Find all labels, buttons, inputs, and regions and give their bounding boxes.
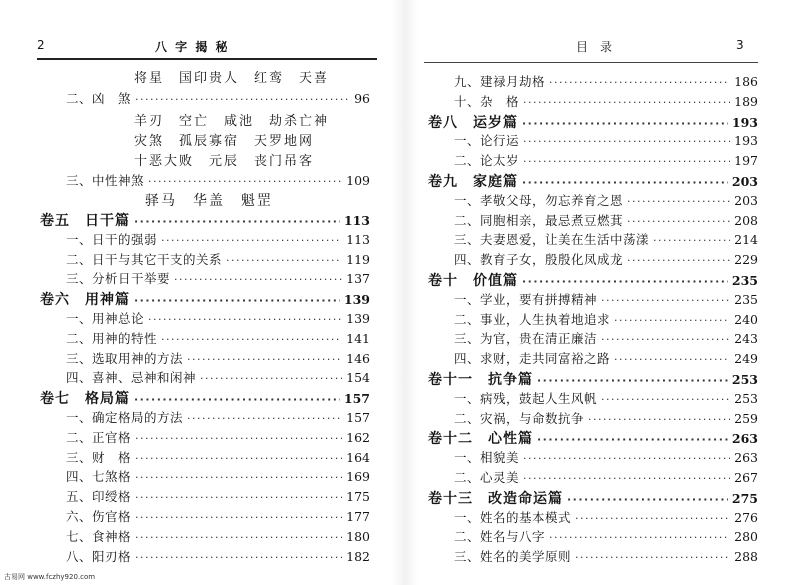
watermark-footer: 古易网 www.fczhy920.com [4, 573, 96, 581]
dot-leader [187, 353, 342, 366]
toc-chapter-page: 157 [343, 391, 370, 407]
dot-leader [161, 333, 342, 346]
toc-chapter-page: 253 [731, 372, 758, 387]
toc-item[interactable] [454, 230, 758, 248]
toc-chapter[interactable] [40, 388, 370, 408]
dot-leader [537, 374, 728, 387]
dot-leader [200, 372, 342, 385]
dot-leader [226, 254, 342, 267]
dot-leader [601, 333, 730, 346]
toc-item-page: 177 [346, 509, 370, 524]
toc-chapter[interactable] [40, 210, 370, 230]
toc-item[interactable] [454, 250, 758, 268]
toc-item-label: 一、用神总论 [66, 311, 145, 326]
toc-item[interactable] [66, 250, 370, 268]
toc-chapter-label: 卷七 格局篇 [40, 391, 130, 408]
toc-chapter[interactable] [428, 270, 758, 290]
toc-item[interactable] [66, 507, 370, 525]
dot-leader [135, 491, 342, 504]
toc-item[interactable] [454, 349, 758, 367]
toc-item-page: 208 [734, 212, 758, 228]
dot-leader [549, 531, 730, 544]
toc-chapter-label: 卷五 日干篇 [40, 213, 130, 229]
toc-item-label: 一、确定格局的方法 [66, 410, 184, 425]
toc-item-label: 二、凶 煞 [66, 91, 132, 106]
toc-item-label: 三、夫妻恩爱，让美在生活中荡漾 [454, 232, 650, 248]
toc-item[interactable] [454, 72, 758, 90]
toc-item-label: 九、建禄月劫格 [454, 74, 546, 89]
toc-chapter-page: 193 [731, 114, 758, 130]
toc-item-label: 四、七煞格 [66, 469, 132, 485]
dot-leader [135, 93, 350, 106]
toc-item-label: 四、喜神、忌神和闲神 [66, 370, 197, 386]
dot-leader [522, 117, 728, 130]
dot-leader [522, 176, 728, 189]
toc-item[interactable] [66, 230, 370, 248]
toc-item-label: 八、阳刃格 [66, 548, 132, 564]
toc-item[interactable] [66, 448, 370, 466]
left-page-number: 2 [37, 38, 45, 52]
toc-chapter-label: 卷十 价值篇 [428, 273, 518, 289]
dot-leader [523, 452, 730, 465]
toc-item-label: 四、求财，走共同富裕之路 [454, 351, 611, 367]
toc-item[interactable] [66, 309, 370, 327]
toc-item-page: 146 [346, 350, 370, 366]
book-gutter [392, 0, 418, 585]
toc-item-page: 229 [734, 252, 758, 268]
toc-item-label: 三、财 格 [66, 449, 132, 465]
toc-item-page: 164 [346, 449, 370, 465]
dot-leader [135, 511, 342, 524]
toc-chapter-label: 卷十二 心性篇 [428, 431, 533, 448]
toc-item-label: 五、印绶格 [66, 489, 132, 505]
toc-item-page: 157 [346, 410, 370, 425]
toc-chapter-label: 卷八 运岁篇 [428, 114, 518, 131]
dot-leader [627, 215, 730, 228]
toc-item-page: 193 [734, 133, 758, 149]
toc-item-page: 197 [734, 153, 758, 169]
toc-item-label: 三、为官，贵在清正廉洁 [454, 331, 598, 347]
toc-item-label: 一、日干的强弱 [66, 231, 158, 247]
dot-leader [614, 353, 730, 366]
toc-chapter[interactable] [428, 112, 758, 132]
toc-chapter-label: 卷十三 改造命运篇 [428, 490, 563, 507]
toc-item-page: 139 [346, 311, 370, 326]
toc-item-label: 二、用神的特性 [66, 330, 158, 346]
toc-item[interactable] [66, 428, 370, 446]
toc-item[interactable] [66, 171, 370, 189]
toc-item-page: 96 [354, 91, 370, 106]
toc-item-page: 169 [346, 469, 370, 485]
dot-leader [627, 254, 730, 267]
toc-item[interactable] [454, 448, 758, 466]
toc-item-page: 137 [346, 271, 370, 287]
toc-item-page: 235 [734, 291, 758, 307]
toc-item[interactable] [66, 269, 370, 287]
toc-item-page: 175 [346, 489, 370, 505]
dot-leader [523, 96, 730, 109]
toc-item[interactable] [454, 310, 758, 328]
toc-item-label: 二、事业，人生执着地追求 [454, 311, 611, 327]
toc-item[interactable] [454, 329, 758, 347]
subline: 灾煞 孤辰寡宿 天罗地网 [134, 134, 315, 149]
toc-item-page: 141 [346, 330, 370, 346]
toc-item-page: 214 [734, 232, 758, 248]
toc-item-page: 203 [734, 192, 758, 208]
toc-item[interactable] [454, 409, 758, 427]
toc-item-label: 三、姓名的美学原则 [454, 549, 572, 565]
toc-item[interactable] [454, 191, 758, 209]
dot-leader [614, 314, 730, 327]
dot-leader [174, 273, 342, 286]
toc-item[interactable] [454, 131, 758, 149]
toc-item-page: 180 [346, 528, 370, 544]
left-header-rule [37, 58, 377, 60]
subline: 十恶大败 元辰 丧门吊客 [134, 154, 315, 169]
toc-item-label: 二、同胞相亲，最忌煮豆燃萁 [454, 212, 624, 228]
toc-item-page: 288 [734, 549, 758, 565]
toc-chapter-page: 275 [731, 490, 758, 506]
toc-item-page: 154 [346, 370, 370, 386]
toc-item-label: 三、选取用神的方法 [66, 350, 184, 366]
toc-item-label: 二、姓名与八字 [454, 529, 546, 545]
toc-item-label: 三、分析日干举要 [66, 271, 171, 287]
dot-leader [135, 551, 342, 564]
toc-item-page: 267 [734, 470, 758, 485]
dot-leader [523, 155, 730, 168]
toc-chapter-page: 203 [731, 174, 758, 189]
toc-item[interactable] [454, 290, 758, 308]
subline: 将星 国印贵人 红鸾 天喜 [134, 71, 330, 86]
toc-item-label: 六、伤官格 [66, 509, 132, 524]
toc-item[interactable] [454, 92, 758, 110]
dot-leader [601, 393, 730, 406]
dot-leader [549, 76, 730, 89]
toc-item-page: 263 [734, 450, 758, 466]
dot-leader [134, 393, 340, 406]
toc-item-label: 一、相貌美 [454, 450, 520, 466]
toc-item-label: 二、灾祸，与命数抗争 [454, 410, 585, 426]
toc-item-label: 二、正官格 [66, 429, 132, 445]
dot-leader [627, 195, 730, 208]
dot-leader [567, 493, 728, 506]
left-running-title: 八 字 揭 秘 [155, 40, 230, 54]
toc-item[interactable] [454, 527, 758, 545]
toc-chapter-label: 卷六 用神篇 [40, 292, 130, 309]
dot-leader [523, 472, 730, 485]
toc-item-label: 四、教育子女，殷殷化凤成龙 [454, 252, 624, 268]
toc-item[interactable] [454, 211, 758, 229]
toc-item-label: 十、杂 格 [454, 93, 520, 109]
toc-item-page: 249 [734, 351, 758, 367]
right-page-number: 3 [736, 38, 744, 52]
right-page [418, 0, 793, 585]
dot-leader [601, 294, 730, 307]
toc-item[interactable] [454, 389, 758, 407]
toc-item[interactable] [454, 508, 758, 526]
toc-item-page: 162 [346, 429, 370, 445]
toc-item-page: 186 [734, 74, 758, 89]
dot-leader [575, 512, 730, 525]
toc-chapter-label: 卷十一 抗争篇 [428, 372, 533, 388]
dot-leader [148, 313, 342, 326]
toc-item-page: 253 [734, 390, 758, 406]
toc-chapter-page: 139 [343, 292, 370, 308]
toc-chapter[interactable] [428, 428, 758, 448]
toc-item[interactable] [66, 408, 370, 426]
toc-item-page: 182 [346, 548, 370, 564]
subline: 羊刃 空亡 咸池 劫杀亡神 [134, 114, 330, 129]
dot-leader [135, 432, 342, 445]
toc-item-label: 一、孝敬父母，勿忘养育之恩 [454, 192, 624, 208]
toc-chapter-page: 113 [343, 213, 370, 228]
dot-leader [135, 531, 342, 544]
toc-chapter[interactable] [428, 488, 758, 508]
toc-item-label: 二、日干与其它干支的关系 [66, 251, 223, 267]
toc-item-page: 280 [734, 529, 758, 545]
toc-item[interactable] [454, 547, 758, 565]
subline: 驿马 华盖 魁罡 [145, 193, 273, 209]
left-page [0, 0, 392, 585]
toc-item-page: 259 [734, 410, 758, 426]
toc-item[interactable] [66, 89, 370, 107]
toc-item[interactable] [66, 368, 370, 386]
dot-leader [537, 433, 728, 446]
toc-chapter-page: 235 [731, 273, 758, 288]
dot-leader [134, 215, 340, 228]
toc-chapter[interactable] [428, 171, 758, 191]
right-running-title: 目 录 [576, 40, 613, 54]
dot-leader [134, 294, 340, 307]
toc-item-label: 一、病残，鼓起人生风帆 [454, 390, 598, 406]
toc-chapter[interactable] [428, 369, 758, 389]
toc-item[interactable] [66, 487, 370, 505]
dot-leader [588, 413, 730, 426]
dot-leader [187, 412, 342, 425]
toc-item[interactable] [454, 468, 758, 486]
toc-item-label: 七、食神格 [66, 528, 132, 544]
toc-item-page: 240 [734, 311, 758, 327]
toc-item-page: 119 [346, 251, 370, 267]
toc-item[interactable] [66, 329, 370, 347]
toc-item-label: 一、姓名的基本模式 [454, 509, 572, 525]
toc-item-label: 一、学业，要有拼搏精神 [454, 291, 598, 307]
dot-leader [148, 175, 342, 188]
toc-item[interactable] [66, 349, 370, 367]
toc-item-label: 三、中性神煞 [66, 173, 145, 188]
toc-chapter-label: 卷九 家庭篇 [428, 174, 518, 190]
toc-item-label: 一、论行运 [454, 133, 520, 149]
toc-item[interactable] [66, 547, 370, 565]
toc-chapter-page: 263 [731, 431, 758, 447]
dot-leader [161, 234, 342, 247]
dot-leader [653, 234, 730, 247]
toc-item[interactable] [66, 527, 370, 545]
dot-leader [135, 471, 342, 484]
toc-chapter[interactable] [40, 289, 370, 309]
toc-item-page: 276 [734, 509, 758, 525]
dot-leader [135, 452, 342, 465]
toc-item-page: 113 [346, 231, 370, 247]
toc-item-label: 二、论太岁 [454, 153, 520, 169]
toc-item-page: 109 [346, 173, 370, 188]
right-header-rule [424, 62, 758, 63]
toc-item[interactable] [66, 467, 370, 485]
dot-leader [575, 551, 730, 564]
toc-item-page: 189 [734, 93, 758, 109]
toc-item-page: 243 [734, 331, 758, 347]
toc-item-label: 二、心灵美 [454, 470, 520, 485]
dot-leader [522, 275, 728, 288]
dot-leader [523, 135, 730, 148]
toc-item[interactable] [454, 151, 758, 169]
